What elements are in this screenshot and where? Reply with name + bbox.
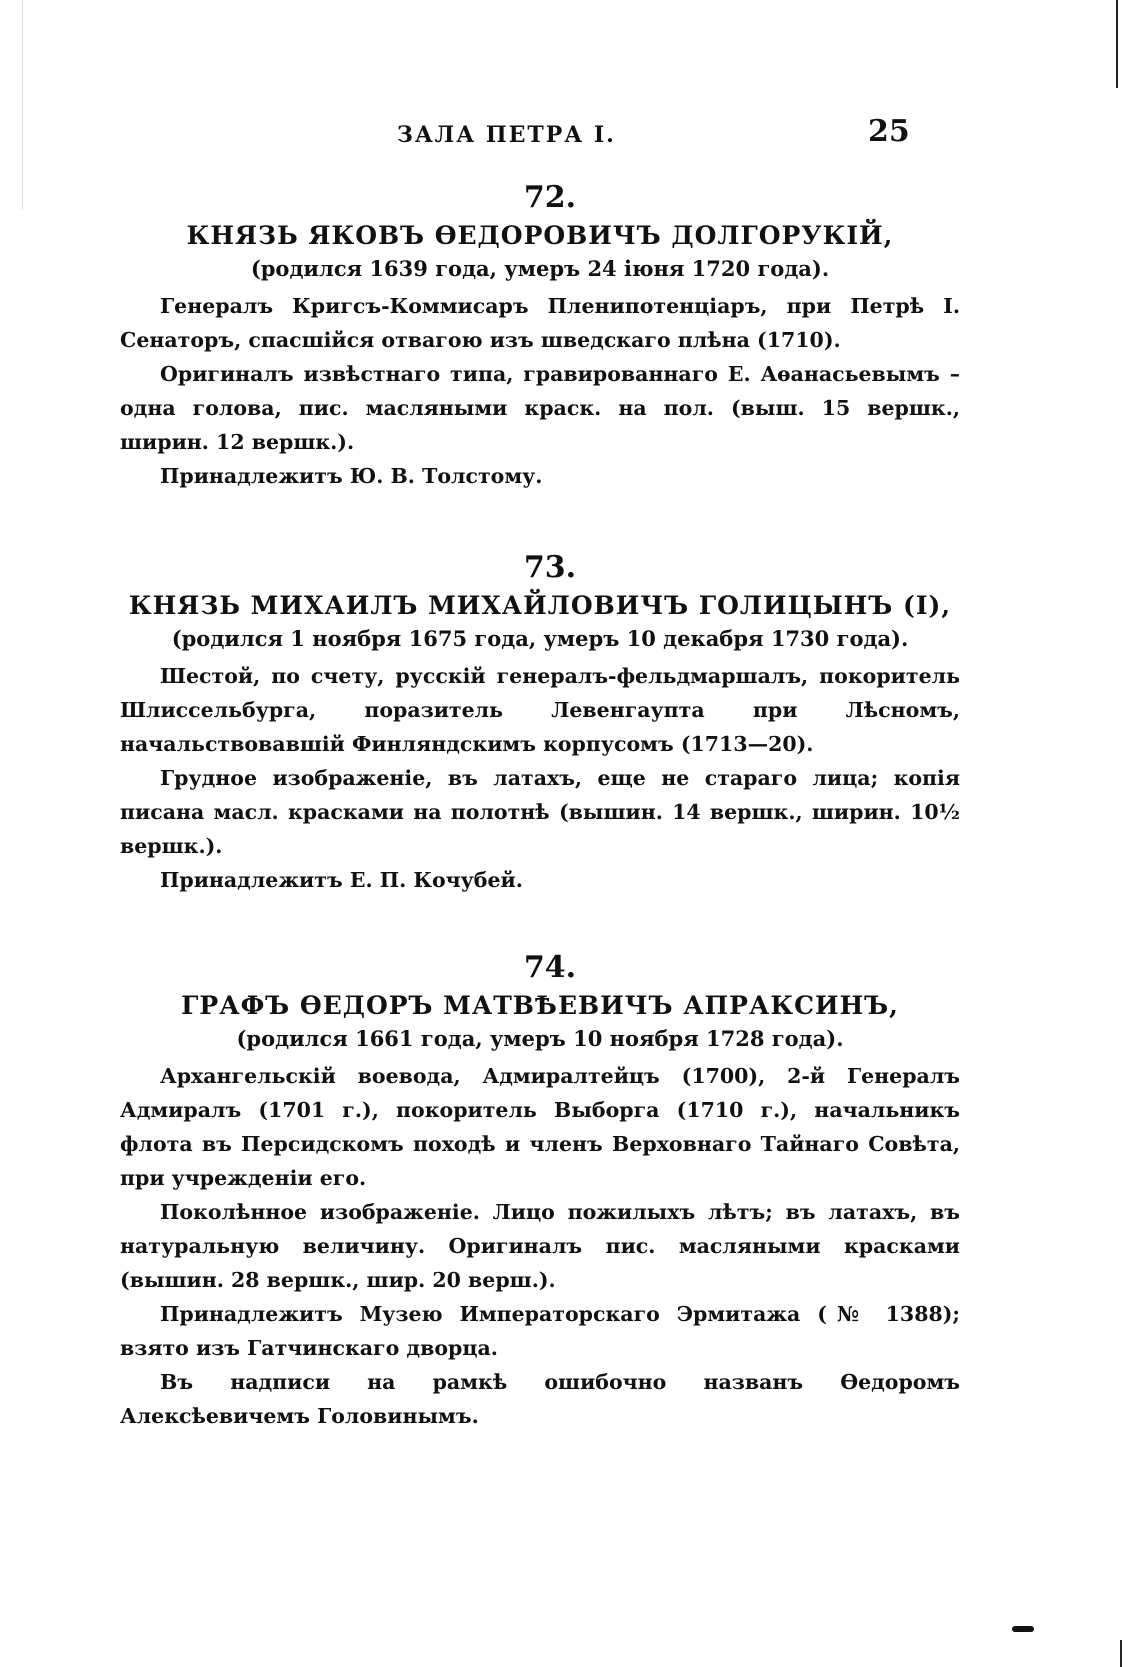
entry-number: 72. [523,180,577,215]
entry-name: КНЯЗЬ ЯКОВЪ ѲЕДОРОВИЧЪ ДОЛГОРУКІЙ, [186,221,894,250]
scan-edge-line-bottom [1120,1640,1122,1667]
entry-dates: (родился 1639 года, умеръ 24 іюня 1720 года). [250,256,830,281]
catalog-entry-72 [120,180,960,493]
entry-note: Въ надписи на рамкѣ ошибочно названъ Ѳедоромъ Алексѣевичемъ Головинымъ. [120,1370,960,1428]
entry-name: КНЯЗЬ МИХАИЛЪ МИХАЙЛОВИЧЪ ГОЛИЦЫНЪ (I), [128,591,952,620]
entry-owner: Принадлежитъ Ю. В. Толстому. [160,464,543,488]
entry-number: 73. [523,550,577,585]
entry-portrait-info: Поколѣнное изображеніе. Лицо пожилыхъ лѣтъ; въ латахъ, въ натуральную величину. Оригиналъ пис. масляными красками (вышин. 28 вершк., шир. 20 верш.). [120,1200,960,1292]
running-title: ЗАЛА ПЕТРА I. [397,122,616,148]
entry-description: Шестой, по счету, русскій генералъ-фельдмаршалъ, покоритель Шлиссельбурга, поразитель Левенгаупта при Лѣсномъ, начальствовавшій Финляндскимъ корпусомъ (1713—20). [120,664,960,756]
entry-owner: Принадлежитъ Музею Императорскаго Эрмитажа (№ 1388); взято изъ Гатчинскаго дворца. [120,1302,960,1360]
entry-portrait-info: Оригиналъ извѣстнаго типа, гравированнаго Е. Аѳанасьевымъ – одна голова, пис. масляными краск. на пол. (выш. 15 вершк., ширин. 12 вершк.). [120,362,960,454]
ink-smudge [1012,1626,1034,1632]
entry-number: 74. [523,950,577,985]
entry-portrait-info: Грудное изображеніе, въ латахъ, еще не стараго лица; копія писана масл. красками на полотнѣ (вышин. 14 вершк., ширин. 10½ вершк.). [120,766,960,858]
scan-edge-line [1116,0,1118,88]
page-number: 25 [868,114,910,149]
entry-dates: (родился 1 ноября 1675 года, умеръ 10 декабря 1730 года). [171,626,909,651]
margin-shadow [22,0,23,210]
catalog-entry-74 [120,950,960,1433]
catalog-entry-73 [120,550,960,897]
page-header [0,114,1140,162]
entry-name: ГРАФЪ ѲЕДОРЪ МАТВѢЕВИЧЪ АПРАКСИНЪ, [181,991,899,1020]
entry-dates: (родился 1661 года, умеръ 10 ноября 1728 года). [236,1026,844,1051]
entry-description: Генералъ Кригсъ-Коммисаръ Пленипотенціаръ, при Петрѣ I. Сенаторъ, спасшійся отвагою изъ шведскаго плѣна (1710). [120,294,960,352]
entry-description: Архангельскій воевода, Адмиралтейцъ (1700), 2-й Генералъ Адмиралъ (1701 г.), покоритель Выборга (1710 г.), начальникъ флота въ Персидскомъ походѣ и членъ Верховнаго Тайнаго Совѣта, при учрежденіи его. [120,1064,960,1190]
entry-owner: Принадлежитъ Е. П. Кочубей. [160,868,523,892]
